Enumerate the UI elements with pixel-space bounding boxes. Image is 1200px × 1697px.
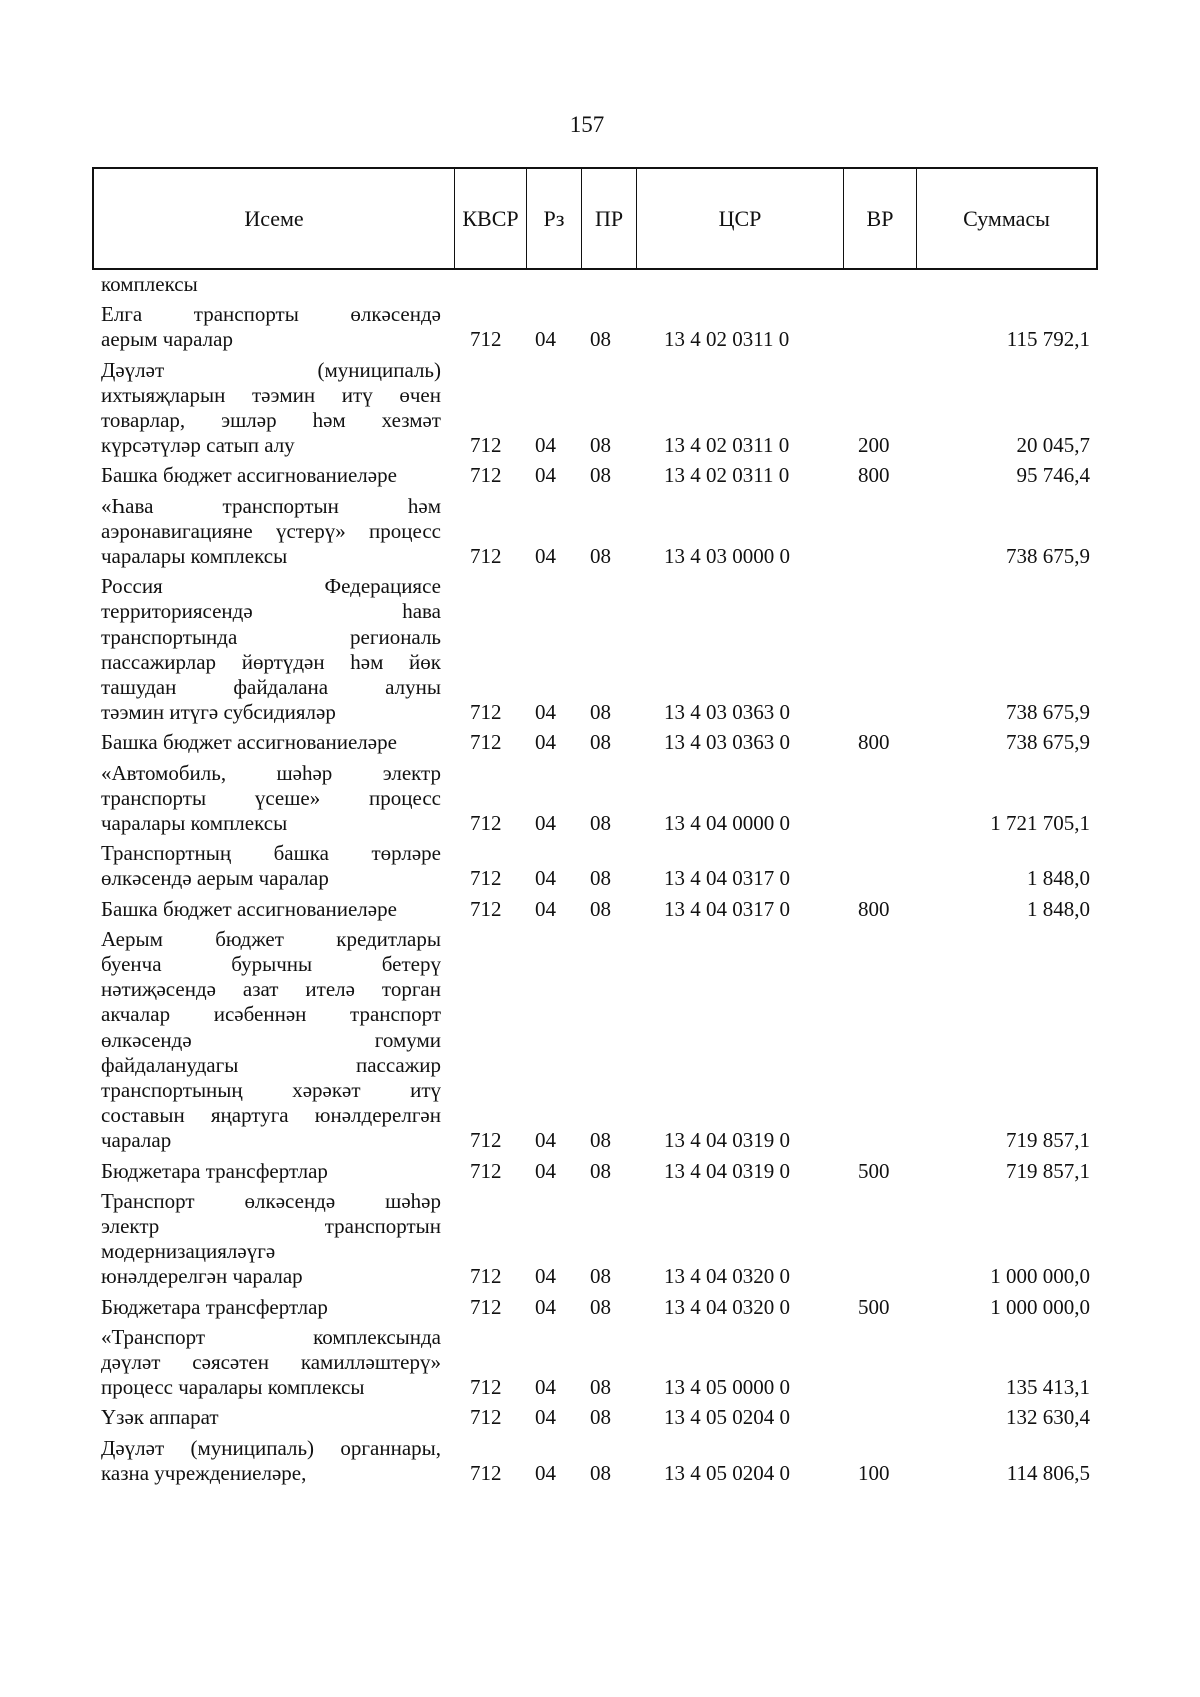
table-row [0, 1159, 1200, 1184]
cell-pr: 08 [590, 896, 611, 921]
table-header [92, 167, 1098, 270]
row-name-line: Аерым бюджет кредитлары [101, 926, 441, 951]
cell-sum: 114 806,5 [1006, 1460, 1090, 1485]
cell-kvsr: 712 [470, 1294, 502, 1319]
cell-sum: 95 746,4 [1016, 463, 1090, 488]
cell-kvsr: 712 [470, 810, 502, 835]
table-row [0, 841, 1200, 891]
cell-csr: 13 4 04 0319 0 [664, 1158, 790, 1183]
cell-pr: 08 [590, 1405, 611, 1430]
cell-csr: 13 4 02 0311 0 [664, 463, 790, 488]
cell-csr: 13 4 04 0317 0 [664, 866, 790, 891]
row-name-line: аэронавигацияне үстерү» процесс [101, 518, 441, 543]
cell-csr: 13 4 04 0320 0 [664, 1294, 790, 1319]
row-name-line: Башка бюджет ассигнованиеләре [101, 463, 397, 488]
cell-rz: 04 [535, 1375, 556, 1400]
table-row [0, 494, 1200, 570]
row-name [101, 761, 441, 837]
cell-vr: 500 [858, 1158, 890, 1183]
row-name-line: чаралары комплексы [101, 811, 288, 835]
row-name-line: Транспортның башка төрләре [101, 841, 441, 866]
row-name-line: транспортында региональ [101, 624, 441, 649]
row-name [101, 927, 441, 1154]
cell-vr: 100 [858, 1460, 890, 1485]
row-name-line: нәтиҗәсендә азат ителә торган [101, 977, 441, 1002]
row-name-line: Үзәк аппарат [101, 1405, 219, 1430]
row-name [101, 1159, 441, 1184]
row-name-line: акчалар исәбеннән транспорт [101, 1002, 441, 1027]
row-name-line: составын яңартуга юнәлдерелгән [101, 1103, 441, 1128]
row-name [101, 358, 441, 459]
cell-rz: 04 [535, 543, 556, 568]
row-name-line: модернизацияләүгә [101, 1239, 276, 1264]
cell-sum: 738 675,9 [1006, 543, 1090, 568]
cell-csr: 13 4 04 0000 0 [664, 810, 790, 835]
cell-kvsr: 712 [470, 1128, 502, 1153]
cell-pr: 08 [590, 1264, 611, 1289]
row-name-line: транспортының хәрәкәт итү [101, 1078, 441, 1103]
cell-sum: 1 721 705,1 [990, 810, 1090, 835]
cell-pr: 08 [590, 463, 611, 488]
cell-csr: 13 4 03 0363 0 [664, 730, 790, 755]
row-name [101, 1189, 441, 1290]
cell-csr: 13 4 04 0317 0 [664, 896, 790, 921]
row-name-line: Транспорт өлкәсендә шәһәр [101, 1188, 441, 1213]
cell-sum: 1 000 000,0 [990, 1264, 1090, 1289]
row-name [101, 463, 441, 488]
cell-rz: 04 [535, 1128, 556, 1153]
row-name-line: тәэмин итүгә субсидияләр [101, 700, 336, 725]
row-name [101, 1436, 441, 1486]
cell-csr: 13 4 05 0000 0 [664, 1375, 790, 1400]
cell-rz: 04 [535, 463, 556, 488]
cell-csr: 13 4 03 0000 0 [664, 543, 790, 568]
row-name [101, 730, 441, 755]
cell-kvsr: 712 [470, 896, 502, 921]
cell-sum: 738 675,9 [1006, 700, 1090, 725]
cell-sum: 738 675,9 [1006, 730, 1090, 755]
cell-pr: 08 [590, 1460, 611, 1485]
cell-rz: 04 [535, 1405, 556, 1430]
row-name [101, 1405, 441, 1430]
cell-pr: 08 [590, 1158, 611, 1183]
column-header-name: Исеме [94, 169, 455, 268]
table-row [0, 1325, 1200, 1401]
row-name-line: «Һава транспортын һәм [101, 493, 441, 518]
page-number: 157 [569, 112, 605, 137]
cell-vr: 500 [858, 1294, 890, 1319]
row-name-line: аерым чаралар [101, 327, 233, 352]
column-header-vr: ВР [844, 169, 917, 268]
cell-pr: 08 [590, 1128, 611, 1153]
cell-kvsr: 712 [470, 463, 502, 488]
cell-rz: 04 [535, 1460, 556, 1485]
cell-pr: 08 [590, 433, 611, 458]
cell-pr: 08 [590, 1375, 611, 1400]
table-row [0, 897, 1200, 922]
cell-pr: 08 [590, 543, 611, 568]
row-name [101, 1295, 441, 1320]
table-row [0, 358, 1200, 459]
cell-csr: 13 4 05 0204 0 [664, 1405, 790, 1430]
cell-vr: 800 [858, 730, 890, 755]
cell-rz: 04 [535, 896, 556, 921]
cell-csr: 13 4 05 0204 0 [664, 1460, 790, 1485]
row-name-line: Дәүләт (муниципаль) органнары, [101, 1435, 441, 1460]
column-header-kvsr: КВСР [455, 169, 527, 268]
row-name [101, 494, 441, 570]
cell-rz: 04 [535, 700, 556, 725]
row-name [101, 272, 441, 297]
table-row [0, 463, 1200, 488]
table-row [0, 1295, 1200, 1320]
cell-vr: 200 [858, 433, 890, 458]
column-header-pr: ПР [582, 169, 637, 268]
cell-sum: 1 848,0 [1027, 896, 1090, 921]
row-name [101, 302, 441, 352]
table-row [0, 927, 1200, 1154]
cell-kvsr: 712 [470, 730, 502, 755]
row-name-line: ташудан файдалана алуны [101, 675, 441, 699]
row-name-line: Бюджетара трансфертлар [101, 1158, 328, 1183]
row-name-line: файдаланудагы пассажир [101, 1052, 441, 1077]
row-name-line: Башка бюджет ассигнованиеләре [101, 896, 397, 921]
cell-kvsr: 712 [470, 700, 502, 725]
cell-rz: 04 [535, 327, 556, 352]
cell-kvsr: 712 [470, 327, 502, 352]
cell-kvsr: 712 [470, 543, 502, 568]
cell-csr: 13 4 02 0311 0 [664, 433, 790, 458]
row-name-line: ихтыяҗларын тәэмин итү өчен [101, 382, 441, 407]
row-name-line: чаралары комплексы [101, 544, 288, 568]
row-name-line: пассажирлар йөртүдән һәм йөк [101, 649, 441, 674]
cell-pr: 08 [590, 327, 611, 352]
table-row [0, 272, 1200, 297]
row-name-line: буенча бурычны бетерү [101, 952, 441, 976]
cell-sum: 719 857,1 [1006, 1158, 1090, 1183]
cell-rz: 04 [535, 433, 556, 458]
cell-sum: 135 413,1 [1006, 1375, 1090, 1400]
cell-sum: 115 792,1 [1006, 327, 1090, 352]
table-row [0, 574, 1200, 725]
column-header-sum: Суммасы [963, 205, 1050, 231]
cell-rz: 04 [535, 866, 556, 891]
row-name-line: казна учреждениеләре, [101, 1460, 307, 1485]
cell-rz: 04 [535, 730, 556, 755]
cell-kvsr: 712 [470, 866, 502, 891]
row-name-line: транспорты үсеше» процесс [101, 785, 441, 810]
cell-sum: 1 848,0 [1027, 866, 1090, 891]
cell-kvsr: 712 [470, 1405, 502, 1430]
cell-rz: 04 [535, 1264, 556, 1289]
cell-csr: 13 4 04 0319 0 [664, 1128, 790, 1153]
column-header-csr: ЦСР [637, 169, 844, 268]
row-name-line: Башка бюджет ассигнованиеләре [101, 730, 397, 755]
row-name-line: «Транспорт комплексында [101, 1324, 441, 1349]
row-name-line: юнәлдерелгән чаралар [101, 1264, 303, 1289]
cell-kvsr: 712 [470, 1158, 502, 1183]
cell-sum: 20 045,7 [1016, 433, 1090, 458]
row-name [101, 1325, 441, 1401]
row-name [101, 574, 441, 725]
row-name-line: күрсәтүләр сатып алу [101, 433, 295, 458]
cell-rz: 04 [535, 810, 556, 835]
row-name-line: комплексы [101, 272, 198, 296]
cell-vr: 800 [858, 463, 890, 488]
cell-csr: 13 4 04 0320 0 [664, 1264, 790, 1289]
row-name-line: дәүләт сәясәтен камилләштерү» [101, 1350, 441, 1374]
row-name-line: өлкәсендә аерым чаралар [101, 866, 329, 891]
row-name-line: Россия Федерациясе [101, 574, 441, 599]
cell-kvsr: 712 [470, 1375, 502, 1400]
cell-csr: 13 4 02 0311 0 [664, 327, 790, 352]
cell-kvsr: 712 [470, 1460, 502, 1485]
cell-kvsr: 712 [470, 433, 502, 458]
row-name-line: товарлар, эшләр һәм хезмәт [101, 408, 441, 432]
row-name-line: чаралар [101, 1128, 172, 1153]
cell-sum: 132 630,4 [1006, 1405, 1090, 1430]
row-name [101, 897, 441, 922]
cell-csr: 13 4 03 0363 0 [664, 700, 790, 725]
row-name-line: өлкәсендә гомуми [101, 1027, 441, 1052]
cell-sum: 1 000 000,0 [990, 1294, 1090, 1319]
cell-pr: 08 [590, 1294, 611, 1319]
row-name [101, 841, 441, 891]
table-row [0, 761, 1200, 837]
table-row [0, 1189, 1200, 1290]
table-row [0, 302, 1200, 352]
row-name-line: Бюджетара трансфертлар [101, 1294, 328, 1319]
row-name-line: «Автомобиль, шәһәр электр [101, 760, 441, 785]
row-name-line: процесс чаралары комплексы [101, 1375, 365, 1400]
cell-pr: 08 [590, 730, 611, 755]
cell-vr: 800 [858, 896, 890, 921]
table-row [0, 1436, 1200, 1486]
cell-pr: 08 [590, 810, 611, 835]
row-name-line: Дәүләт (муниципаль) [101, 357, 441, 382]
table-row [0, 1405, 1200, 1430]
row-name-line: Елга транспорты өлкәсендә [101, 302, 441, 327]
cell-sum: 719 857,1 [1006, 1128, 1090, 1153]
column-header-rz: Рз [527, 169, 582, 268]
cell-pr: 08 [590, 866, 611, 891]
row-name-line: территориясендә һава [101, 599, 441, 624]
cell-kvsr: 712 [470, 1264, 502, 1289]
cell-pr: 08 [590, 700, 611, 725]
row-name-line: электр транспортын [101, 1214, 441, 1238]
table-row [0, 730, 1200, 755]
cell-rz: 04 [535, 1294, 556, 1319]
cell-rz: 04 [535, 1158, 556, 1183]
